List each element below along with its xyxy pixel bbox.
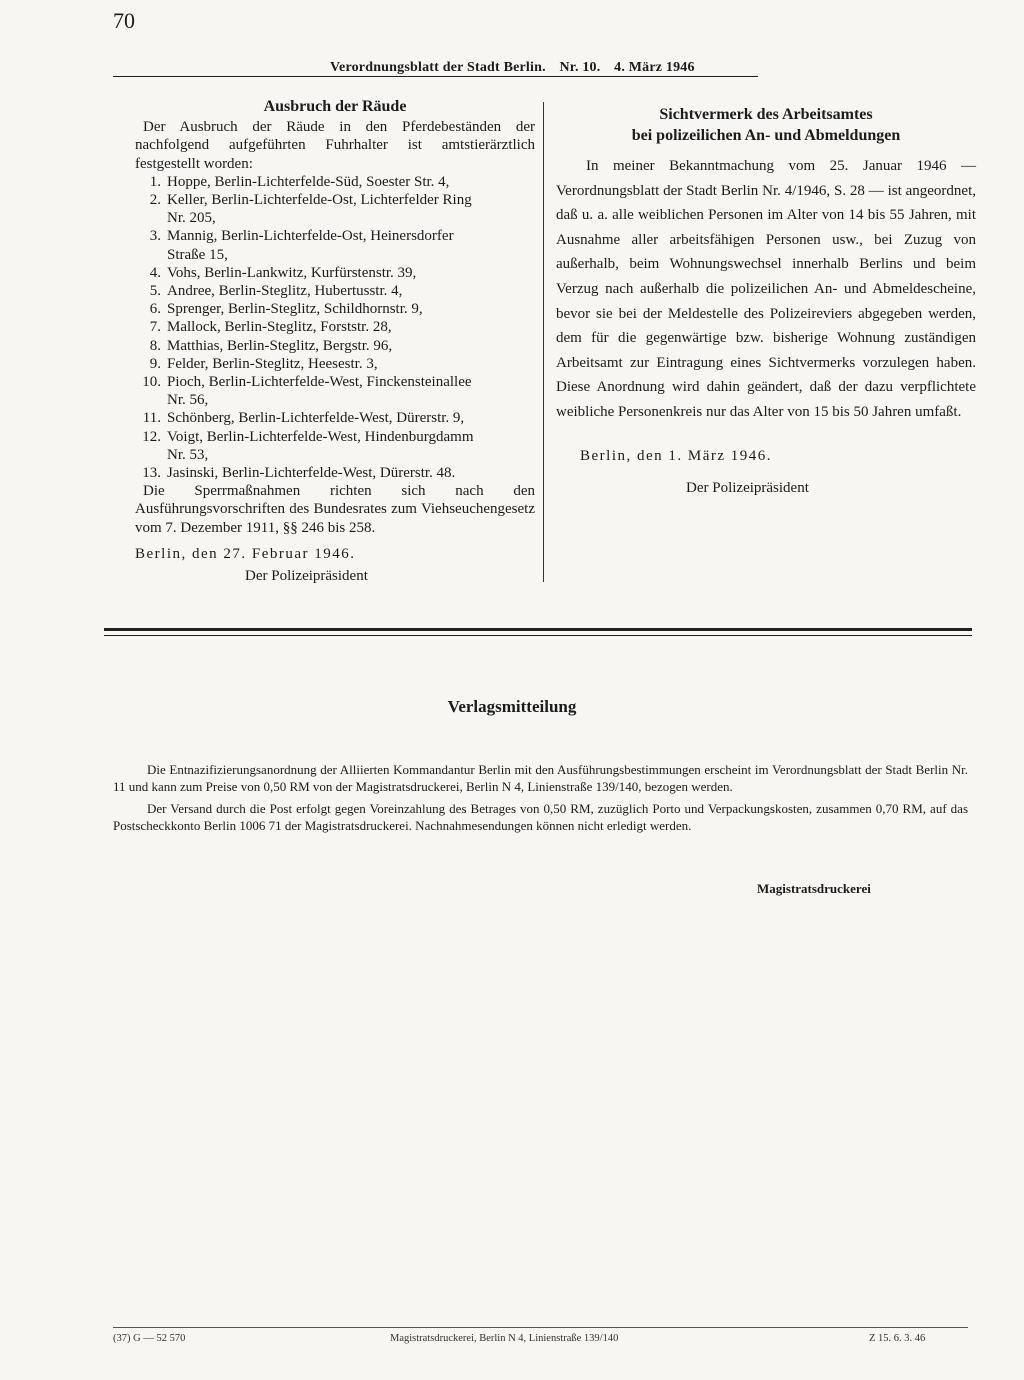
publication-name: Verordnungsblatt der Stadt Berlin. <box>330 60 546 75</box>
list-item-continuation: Nr. 56, <box>167 392 209 409</box>
left-article-intro: Der Ausbruch der Räude in den Pferdebeständen der nachfolgend aufgeführten Fuhrhalter ist amtstierärztlich festgestellt worden: <box>135 119 535 172</box>
list-item-number: 1. <box>149 173 161 190</box>
list-item-text: Hoppe, Berlin-Lichterfelde-Süd, Soester Str. 4, <box>167 173 450 190</box>
footer-date-code: Z 15. 6. 3. 46 <box>869 1333 926 1344</box>
list-item-text: Andree, Berlin-Steglitz, Hubertusstr. 4, <box>167 283 403 300</box>
list-item-text: Vohs, Berlin-Lankwitz, Kurfürstenstr. 39, <box>167 264 417 281</box>
running-head <box>330 60 705 76</box>
list-item-number: 11. <box>142 410 161 427</box>
list-item-text: Mannig, Berlin-Lichterfelde-Ost, Heinersdorfer <box>167 228 454 245</box>
list-item-number: 6. <box>149 301 161 318</box>
section-rule-bottom <box>104 635 972 636</box>
list-item <box>135 264 535 282</box>
list-item-number: 2. <box>149 192 161 209</box>
left-article-signature: Der Polizeipräsident <box>245 568 368 585</box>
list-item <box>135 428 535 464</box>
left-article <box>135 98 535 585</box>
list-item-text: Matthias, Berlin-Steglitz, Bergstr. 96, <box>167 337 393 354</box>
list-item-text: Pioch, Berlin-Lichterfelde-West, Finckensteinallee <box>167 374 472 391</box>
list-item-continuation: Straße 15, <box>167 246 228 263</box>
list-item-text: Mallock, Berlin-Steglitz, Forststr. 28, <box>167 319 392 336</box>
right-article-body: In meiner Bekanntmachung vom 25. Januar 1946 — Verordnungsblatt der Stadt Berlin Nr. 4/1946, S. 28 — ist angeordnet, daß u. a. alle weiblichen Personen im Alter von 14 bis 55 Jahren, mit Ausnahme aller arbeitsfähigen Personen usw., bei Zuzug von außerhalb, beim Wohnungswechsel innerhalb Berlins und beim Verzug nach außerhalb die polizeilichen An- und Abmeldescheine, bevor sie bei der Meldestelle des Polizeireviers abgegeben werden, dem für die gegenwärtige bzw. bisherige Wohnung zuständigen Arbeitsamt zur Eintragung eines Sichtvermerks vorzulegen haben. Diese Anordnung wird dahin geändert, daß der dazu verpflichtete weibliche Personenkreis nur das Alter von 15 bis 50 Jahren umfaßt. <box>556 158 976 420</box>
list-item-text: Keller, Berlin-Lichterfelde-Ost, Lichterfelder Ring <box>167 192 472 209</box>
notice-title: Verlagsmitteilung <box>447 697 577 716</box>
list-item <box>135 173 535 191</box>
list-item <box>135 355 535 373</box>
left-article-date: Berlin, den 27. Februar 1946. <box>135 545 356 562</box>
list-item <box>135 300 535 318</box>
list-item-number: 4. <box>149 264 161 281</box>
issue-number: Nr. 10. <box>559 60 601 75</box>
list-item-number: 5. <box>149 283 161 300</box>
list-item-continuation: Nr. 205, <box>167 210 216 227</box>
list-item-text: Voigt, Berlin-Lichterfelde-West, Hindenburgdamm <box>167 428 474 445</box>
right-article-signature: Der Polizeipräsident <box>686 479 809 496</box>
right-article-title <box>556 104 976 146</box>
list-item-number: 3. <box>149 228 161 245</box>
list-item-text: Felder, Berlin-Steglitz, Heesestr. 3, <box>167 355 378 372</box>
left-article-closing: Die Sperrmaßnahmen richten sich nach den Ausführungsvorschriften des Bundesrates zum Viehseuchengesetz vom 7. Dezember 1911, §§ 246 bis 258. <box>135 483 535 536</box>
list-item <box>135 373 535 409</box>
footer-print-code: (37) G — 52 570 <box>113 1333 186 1344</box>
list-item <box>135 337 535 355</box>
right-article-title-line2: bei polizeilichen An- und Abmeldungen <box>631 127 901 144</box>
list-item-number: 8. <box>149 337 161 354</box>
list-item-number: 10. <box>142 374 161 391</box>
page-number: 70 <box>113 8 135 33</box>
list-item-text: Sprenger, Berlin-Steglitz, Schildhornstr. 9, <box>167 301 423 318</box>
section-rule-top <box>104 628 972 631</box>
list-item-number: 7. <box>149 319 161 336</box>
list-item <box>135 191 535 227</box>
list-item <box>135 318 535 336</box>
right-article-date: Berlin, den 1. März 1946. <box>580 447 773 464</box>
list-item <box>135 464 535 482</box>
notice-paragraph: Der Versand durch die Post erfolgt gegen Voreinzahlung des Betrages von 0,50 RM, zuzüglich Porto und Verpackungskosten, zusammen 0,70 RM, auf das Postscheckkonto Berlin 1006 71 der Magistratsdruckerei. Nachnahmesendungen können nicht erledigt werden. <box>113 801 968 833</box>
right-article <box>556 104 976 497</box>
header-rule <box>113 76 758 77</box>
notice-body <box>113 762 968 840</box>
list-item <box>135 409 535 427</box>
column-divider <box>543 102 544 582</box>
issue-date: 4. März 1946 <box>614 60 695 75</box>
list-item-text: Jasinski, Berlin-Lichterfelde-West, Dürerstr. 48. <box>167 465 456 482</box>
notice-signature: Magistratsdruckerei <box>757 881 871 896</box>
footer-printer: Magistratsdruckerei, Berlin N 4, Linienstraße 139/140 <box>390 1333 619 1344</box>
stable-list <box>135 173 535 482</box>
list-item <box>135 227 535 263</box>
list-item-number: 9. <box>149 355 161 372</box>
list-item <box>135 282 535 300</box>
notice-paragraph: Die Entnazifizierungsanordnung der Alliierten Kommandantur Berlin mit den Ausführungsbestimmungen erscheint im Verordnungsblatt der Stadt Berlin Nr. 11 und kann zum Preise von 0,50 RM von der Magistratsdruckerei, Berlin N 4, Linienstraße 139/140, bezogen werden. <box>113 762 968 794</box>
list-item-number: 12. <box>142 428 161 445</box>
right-article-title-line1: Sichtvermerk des Arbeitsamtes <box>659 106 873 123</box>
footer-rule <box>113 1327 968 1328</box>
list-item-continuation: Nr. 53, <box>167 446 209 463</box>
left-article-title: Ausbruch der Räude <box>263 98 407 115</box>
list-item-number: 13. <box>142 465 161 482</box>
list-item-text: Schönberg, Berlin-Lichterfelde-West, Dürerstr. 9, <box>167 410 465 427</box>
